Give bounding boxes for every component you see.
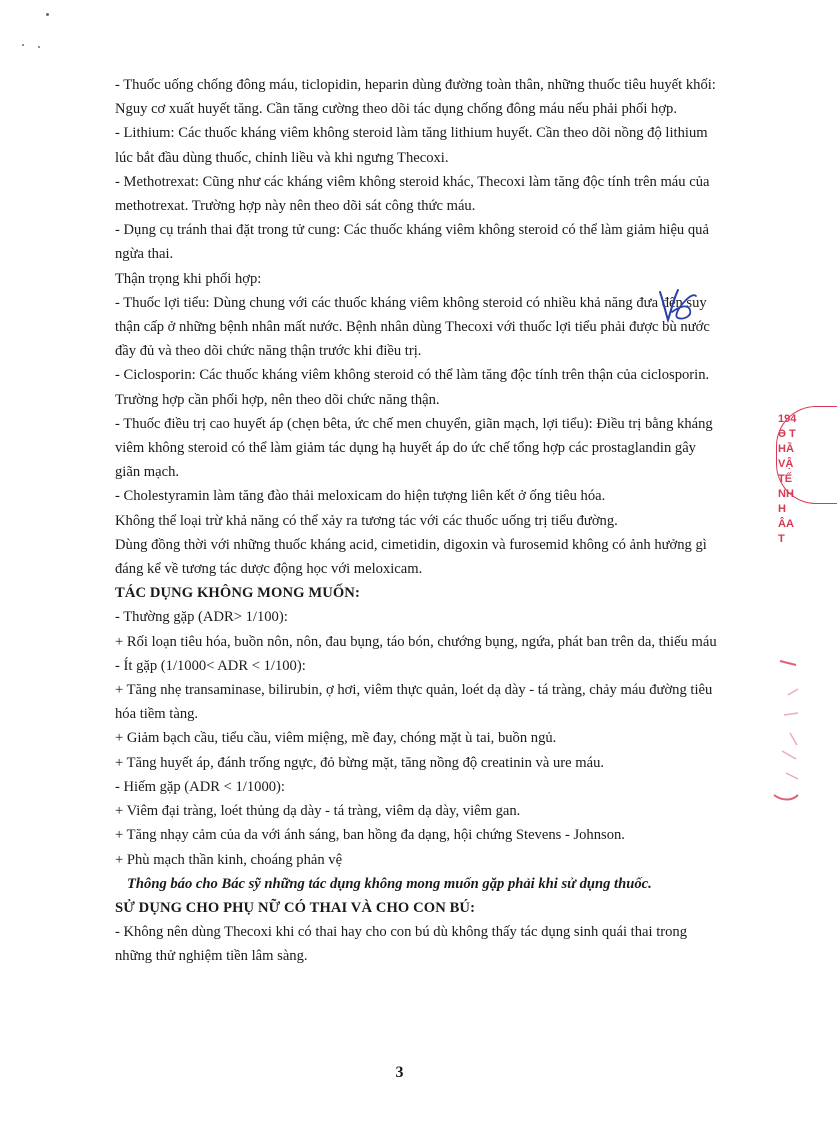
seal-text-line: VẬ <box>778 458 794 470</box>
paragraph: - Thường gặp (ADR> 1/100): <box>115 609 288 626</box>
red-seal-icon <box>766 406 799 545</box>
scan-speck <box>22 44 24 46</box>
paragraph: - Cholestyramin làm tăng đào thải meloxicam do hiện tượng liên kết ở ống tiêu hóa. <box>115 488 606 505</box>
paragraph: - Lithium: Các thuốc kháng viêm không steroid làm tăng lithium huyết. Cần theo dõi nồng độ lithium lúc bắt đầu dùng thuốc, chỉnh liều và khi ngưng Thecoxi. <box>115 125 708 166</box>
seal-text-line: 194 <box>778 413 797 425</box>
paragraph: Thận trọng khi phối hợp: <box>115 270 262 287</box>
seal-text-line: Ə T <box>778 428 796 440</box>
paragraph: - Thuốc lợi tiểu: Dùng chung với các thuốc kháng viêm không steroid có nhiều khả năng đưa đến suy thận cấp ở những bệnh nhân mất nước. Bệnh nhân dùng Thecoxi với thuốc lợi tiểu phải được bù nước đầy đủ và theo dõi chức năng thận trước khi điều trị. <box>115 294 710 360</box>
paragraph: Dùng đồng thời với những thuốc kháng acid, cimetidin, digoxin và furosemid không có ảnh hưởng gì đáng kể về tương tác dược động học với meloxicam. <box>115 536 707 578</box>
scan-speck <box>38 46 40 48</box>
seal-fragment-icon <box>770 655 799 805</box>
paragraph: - Methotrexat: Cũng như các kháng viêm không steroid khác, Thecoxi làm tăng độc tính trên máu của methotrexat. Trường hợp này nên theo dõi sát công thức máu. <box>115 173 710 215</box>
notice-text: Thông báo cho Bác sỹ những tác dụng không mong muốn gặp phải khi sử dụng thuốc. <box>127 875 652 892</box>
paragraph: + Tăng nhạy cảm của da với ánh sáng, ban hồng đa dạng, hội chứng Stevens - Johnson. <box>115 827 625 844</box>
paragraph: - Ciclosporin: Các thuốc kháng viêm không steroid có thể làm tăng độc tính trên thận của ciclosporin. Trường hợp cần phối hợp, nên theo dõi chức năng thận. <box>115 367 710 408</box>
paragraph: - Không nên dùng Thecoxi khi có thai hay cho con bú dù không thấy tác dụng sinh quái thai trong những thử nghiệm tiền lâm sàng. <box>115 924 688 965</box>
paragraph: - Thuốc điều trị cao huyết áp (chẹn bêta, ức chế men chuyển, giãn mạch, lợi tiểu): Điều trị bằng kháng viêm không steroid có thể làm giảm tác dụng hạ huyết áp do ức chế tổng hợp các prostaglandin gây giãn mạch. <box>115 415 713 481</box>
paragraph: - Ít gặp (1/1000< ADR < 1/100): <box>115 657 306 674</box>
scan-speck <box>46 13 49 16</box>
section-heading: SỬ DỤNG CHO PHỤ NỮ CÓ THAI VÀ CHO CON BÚ: <box>115 899 476 916</box>
section-heading: TÁC DỤNG KHÔNG MONG MUỐN: <box>115 585 360 602</box>
paragraph: - Dụng cụ tránh thai đặt trong tử cung: Các thuốc kháng viêm không steroid có thể làm giảm hiệu quả ngừa thai. <box>115 222 709 263</box>
paragraph: + Rối loạn tiêu hóa, buồn nôn, nôn, đau bụng, táo bón, chướng bụng, ngứa, phát ban trên da, thiếu máu <box>115 633 717 650</box>
paragraph: + Viêm đại tràng, loét thủng dạ dày - tá tràng, viêm dạ dày, viêm gan. <box>115 803 521 820</box>
seal-text-line: NH H <box>778 488 794 515</box>
seal-text <box>778 412 799 547</box>
handwritten-initials-icon <box>652 286 700 326</box>
paragraph: + Tăng nhẹ transaminase, bilirubin, ợ hơi, viêm thực quản, loét dạ dày - tá tràng, chảy máu đường tiêu hóa tiềm tàng. <box>115 682 713 723</box>
paragraph: + Phù mạch thần kinh, choáng phản vệ <box>115 851 343 868</box>
seal-text-line: TẾ <box>778 473 793 485</box>
paragraph: - Hiếm gặp (ADR < 1/1000): <box>115 778 285 795</box>
seal-text-line: ÂA T <box>778 518 794 545</box>
paragraph: - Thuốc uống chống đông máu, ticlopidin, heparin dùng đường toàn thân, những thuốc tiêu huyết khối: Nguy cơ xuất huyết tăng. Cần tăng cường theo dõi tác dụng chống đông máu nếu phải phối hợp. <box>115 77 716 118</box>
document-body <box>115 73 717 969</box>
page-number: 3 <box>395 1064 404 1081</box>
paragraph: + Giảm bạch cầu, tiểu cầu, viêm miệng, mề đay, chóng mặt ù tai, buồn ngủ. <box>115 730 557 747</box>
paragraph: Không thể loại trừ khả năng có thể xảy ra tương tác với các thuốc uống trị tiểu đường. <box>115 512 618 529</box>
paragraph: + Tăng huyết áp, đánh trống ngực, đỏ bừng mặt, tăng nồng độ creatinin và ure máu. <box>115 754 605 771</box>
seal-text-line: HẦ <box>778 443 794 455</box>
